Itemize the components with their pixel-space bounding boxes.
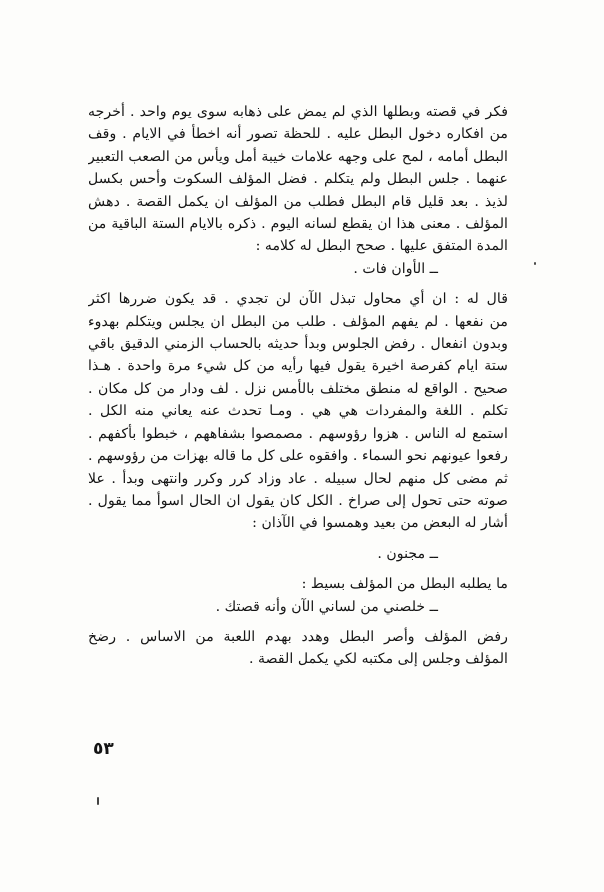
text-line: المؤلف . معنى هذا ان يقطع لسانه اليوم . ذكره بالايام الستة الباقية من [88,216,508,233]
text-line: أشار له البعض من بعيد وهمسوا في الآذان : [252,515,508,532]
print-speck [534,262,536,265]
dialogue-3 [88,596,508,618]
text-line: تكلم . اللغة والمفردات هي هي . ومـا تحدث عنه يعاني منه الكل . [88,403,508,420]
text-line: صوته حتى تحول إلى صراخ . الكل كان يقول ان الحال اسوأ مما يقول . [88,492,508,509]
body-text [88,101,508,671]
text-line: وبدون انفعال . رفض الجلوس وبدأ حديثه بالحساب الزمني الدقيق باقي [88,336,508,353]
paragraph-2 [88,288,508,534]
dialogue-line: ــ خلصني من لساني الآن وأنه قصتك . [215,598,438,615]
paragraph-3 [88,573,508,595]
text-line: عنهما . جلس البطل ولم يتكلم . فضل المؤلف السكوت وأحس بكسل [88,171,508,188]
paragraph-1 [88,101,508,258]
text-line: من نفعها . لم يفهم المؤلف . طلب من البطل ان يجلس ويتكلم بهدوء [88,313,508,330]
text-line: المدة المتفق عليها . صحح البطل له كلامه : [255,238,508,255]
text-line: استمع له الناس . هزوا رؤوسهم . مصمصوا بشفاههم ، خبطوا بأكفهم . [88,425,508,442]
text-line: رفعوا عيونهم نحو السماء . وافقوه على كل ما قاله بهزات من رؤوسهم . [88,448,508,465]
text-line: ستة ايام كفرصة اخيرة يقول فيها رأيه من كل شيء مرة واحدة . هـذا [88,358,508,375]
page-number: ٥٣ [93,739,114,759]
text-line: فكر في قصته وبطلها الذي لم يمض على ذهابه سوى يوم واحد . أخرجه [88,104,508,120]
text-line: رفض المؤلف وأصر البطل وهدد بهدم اللعبة من الاساس . رضخ [88,628,508,645]
text-line: صحيح . الواقع له منطق مختلف بالأمس نزل . لف ودار من كل مكان . [88,380,508,397]
dialogue-line: ــ الأوان فات . [353,260,438,277]
text-line: ما يطلبه البطل من المؤلف بسيط : [301,576,508,593]
print-speck [97,797,99,805]
dialogue-2 [88,543,508,565]
dialogue-1 [88,258,508,280]
text-line: ثم مضى كل منهم لحال سبيله . عاد وزاد كرر وكرر وانتهى وبدأ . علا [88,470,508,487]
dialogue-line: ــ مجنون . [377,545,438,562]
text-line: البطل أمامه ، لمح على وجهه علامات خيبة أمل ويأس من الصعب التعبير [88,148,508,165]
text-line: من افكاره دخول البطل عليه . للحظة تصور أنه اخطأ في الايام . وقف [88,126,508,143]
text-line: المؤلف وجلس إلى مكتبه لكي يكمل القصة . [248,651,508,668]
text-line: قال له : ان أي محاول تبذل الآن لن تجدي . قد يكون ضررها اكثر [88,291,508,308]
paragraph-4 [88,626,508,671]
text-line: لذيذ . بعد قليل قام البطل فطلب من المؤلف ان يكمل القصة . دهش [88,193,508,210]
